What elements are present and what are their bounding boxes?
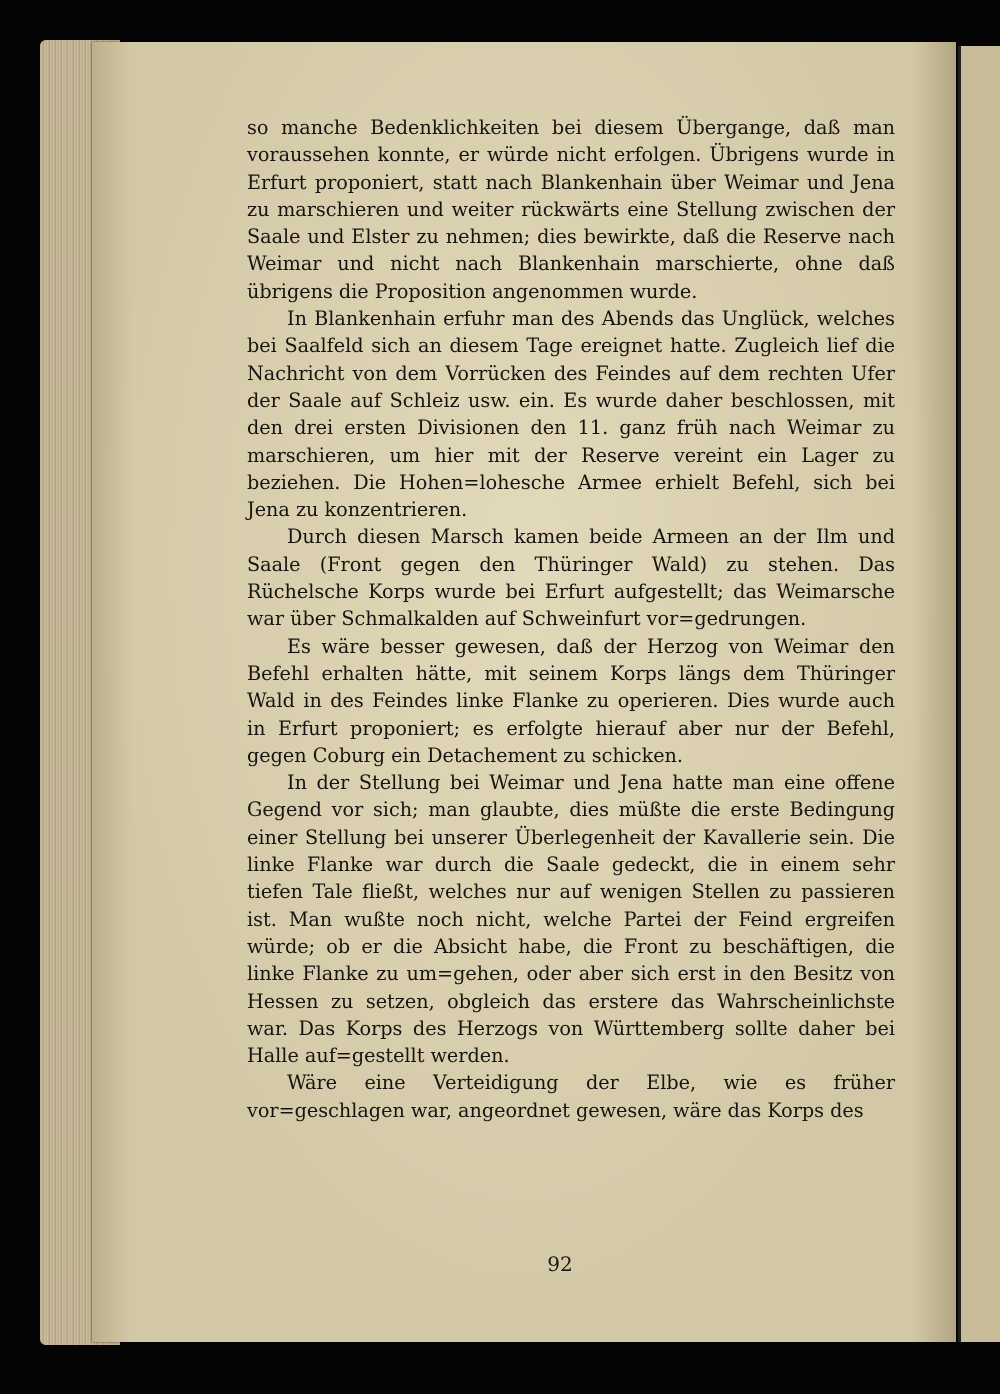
paragraph-2: In Blankenhain erfuhr man des Abends das Unglück, welches bei Saalfeld sich an diesem Tage ereignet hatte. Zugleich lief die Nachricht von dem Vorrücken des Feindes auf dem rechten Ufer der Saale auf Schleiz usw. ein. Es wurde daher beschlossen, mit den drei ersten Divisionen den 11. ganz früh nach Weimar zu marschieren, um hier mit der Reserve vereint ein Lager zu beziehen. Die Hohen=lohesche Armee erhielt Befehl, sich bei Jena zu konzentrieren. <box>247 307 895 522</box>
paragraph-6: Wäre eine Verteidigung der Elbe, wie es früher vor=geschlagen war, angeordnet gewesen, wäre das Korps des <box>247 1071 895 1122</box>
paragraph-3: Durch diesen Marsch kamen beide Armeen an der Ilm und Saale (Front gegen den Thüringer Wald) zu stehen. Das Rüchelsche Korps wurde bei Erfurt aufgestellt; das Weimarsche war über Schmalkalden auf Schweinfurt vor=gedrungen. <box>247 525 895 631</box>
page-number: 92 <box>547 1252 573 1276</box>
facing-page-edge <box>958 46 1000 1342</box>
paragraph-4: Es wäre besser gewesen, daß der Herzog von Weimar den Befehl erhalten hätte, mit seinem Korps längs dem Thüringer Wald in des Feindes linke Flanke zu operieren. Dies wurde auch in Erfurt proponiert; es erfolgte hierauf aber nur der Befehl, gegen Coburg ein Detachement zu schicken. <box>247 634 895 767</box>
paragraph-5: In der Stellung bei Weimar und Jena hatte man eine offene Gegend vor sich; man glaubte, dies müßte die erste Bedingung einer Stellung bei unserer Überlegenheit der Kavallerie sein. Die linke Flanke war durch die Saale gedeckt, die in einem sehr tiefen Tale fließt, welches nur auf wenigen Stellen zu passieren ist. Man wußte noch nicht, welche Partei der Feind ergreifen würde; ob er die Absicht habe, die Front zu beschäftigen, die linke Flanke zu um=gehen, oder aber sich erst in den Besitz von Hessen zu setzen, obgleich das erstere das Wahrscheinlichste war. Das Korps des Herzogs von Württemberg sollte daher bei Halle auf=gestellt werden. <box>247 771 895 1068</box>
body-text <box>247 114 895 1124</box>
paragraph-1: so manche Bedenklichkeiten bei diesem Übergange, daß man voraussehen konnte, er würde nicht erfolgen. Übrigens wurde in Erfurt proponiert, statt nach Blankenhain über Weimar und Jena zu marschieren und weiter rückwärts eine Stellung zwischen der Saale und Elster zu nehmen; dies bewirkte, daß die Reserve nach Weimar und nicht nach Blankenhain marschierte, ohne daß übrigens die Proposition angenommen wurde. <box>247 116 895 303</box>
